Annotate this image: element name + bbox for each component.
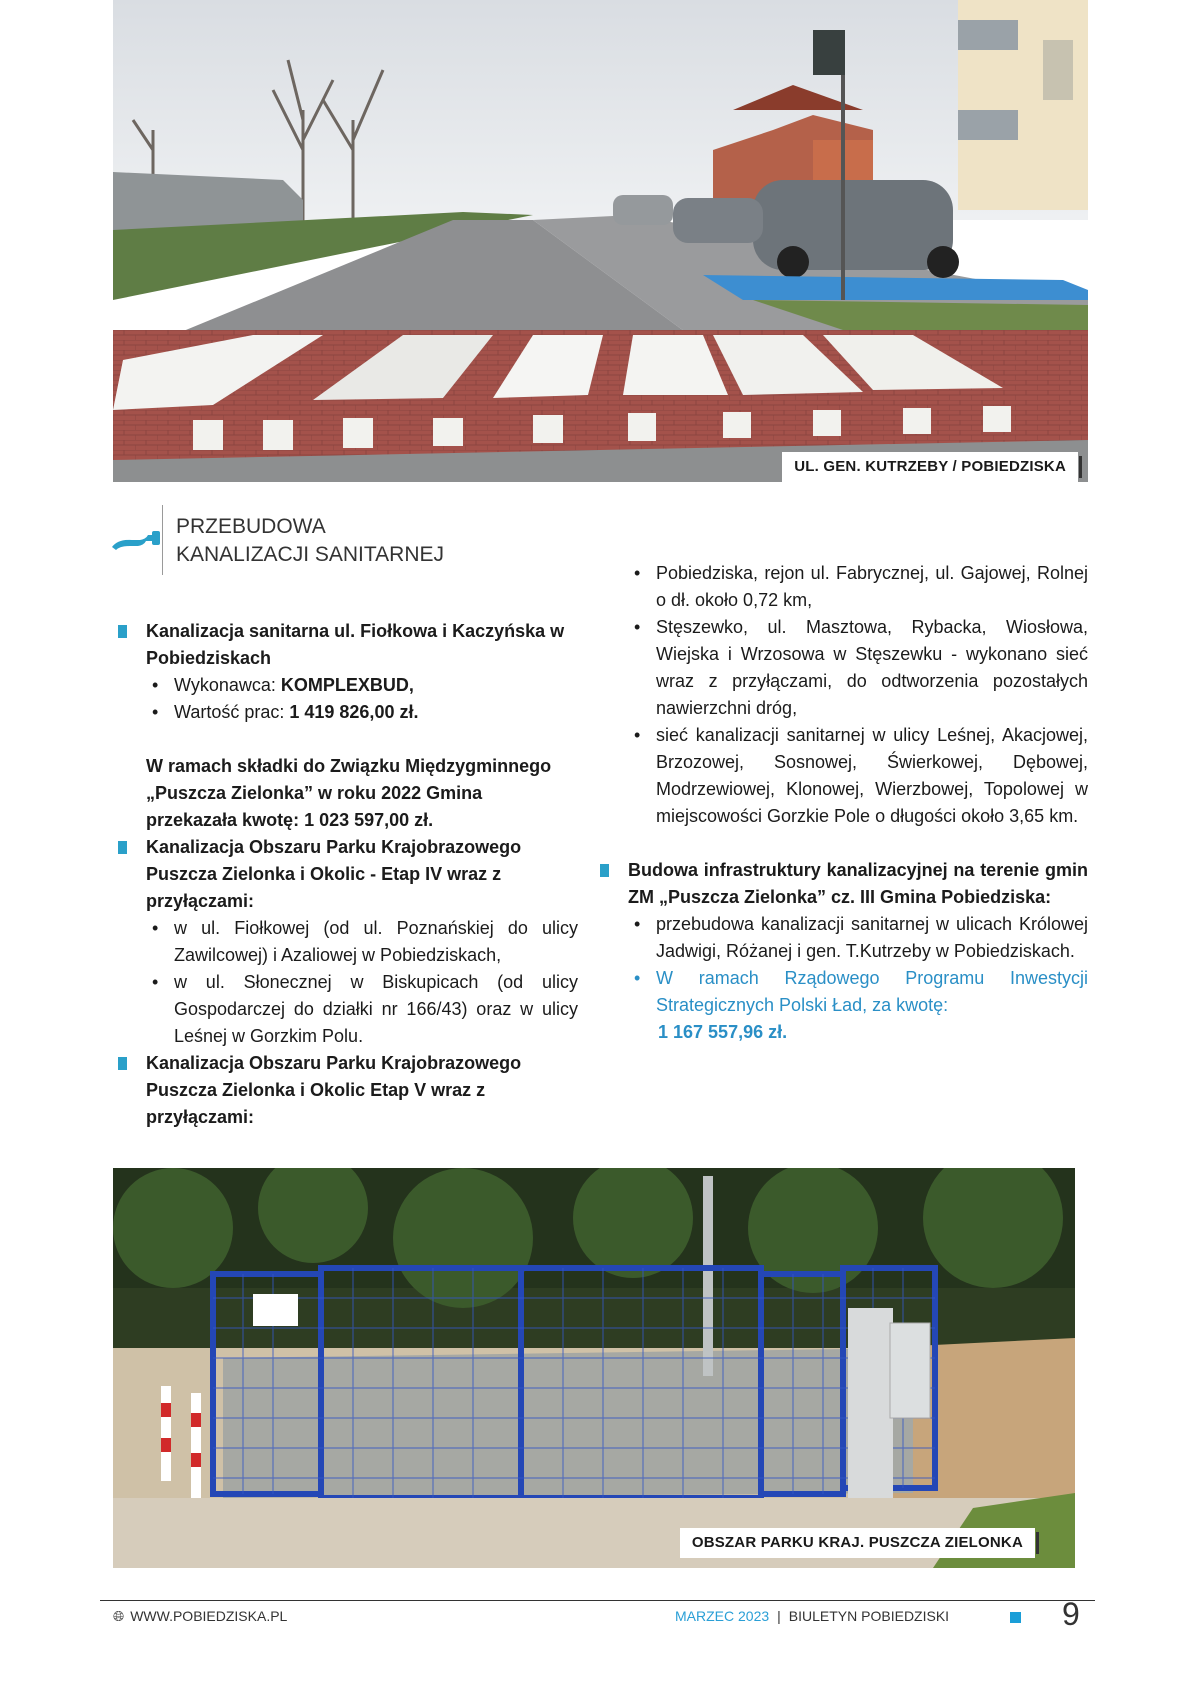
program-text: W ramach Rządowego Programu Inwestycji Strategicznych Polski Ład, za kwotę: [656,968,1088,1015]
separator: | [777,1608,781,1624]
globe-icon: 🌐︎ [113,1608,125,1624]
list-item: • Wartość prac: 1 419 826,00 zł. [152,702,419,722]
footer-divider [100,1600,1095,1601]
bullet-square [118,841,127,854]
project-details [146,915,578,1050]
list-item-text: w ul. Fiołkowej (od ul. Poznańskiej do ulicy Zawilcowej) i Azaliowej w Pobiedziskach, [174,918,578,965]
bullet-square [118,625,127,638]
project-title: Kanalizacja sanitarna ul. Fiołkowa i Kaczyńska w Pobiedziskach [146,621,565,668]
project-title: Kanalizacja Obszaru Parku Krajobrazowego Puszcza Zielonka i Okolic - Etap IV wraz z przyłączami: [146,837,522,911]
left-column [118,618,578,1131]
section-title-line1: PRZEBUDOWA [176,515,326,538]
section-title-line2: KANALIZACJI SANITARNEJ [176,543,444,566]
project-details [146,672,578,726]
right-column [628,560,1088,1046]
list-item: • Pobiedziska, rejon ul. Fabrycznej, ul. Gajowej, Rolnej o dł. około 0,72 km, [634,563,1088,610]
fenced-pumping-station-illustration [113,1168,1075,1568]
street-crosswalk-illustration [113,0,1088,482]
contribution-note: W ramach składki do Związku Międzygminnego „Puszcza Zielonka” w roku 2022 Gmina przekazała kwotę: 1 023 597,00 zł. [146,756,552,830]
street-crosswalk-photo [113,0,1088,482]
list-item-text: Stęszewko, ul. Masztowa, Rybacka, Wiosłowa, Wiejska i Wrzosowa w Stęszewku - wykonano sieć wraz z przyłączami, do odtworzenia pozostałych nawierzchni dróg, [656,617,1088,718]
project-block-2 [118,834,578,1050]
section-title [176,513,444,569]
section-header [110,505,510,575]
list-item: • przebudowa kanalizacji sanitarnej w ulicach Królowej Jadwigi, Różanej i gen. T.Kutrzeby w Pobiedziskach. [634,914,1088,961]
list-item-text: sieć kanalizacji sanitarnej w ulicy Leśnej, Akacjowej, Brzozowej, Sosnowej, Świerkowej, Dębowej, Modrzewiowej, Klonowej, Wierzbowej, Topolowej w miejscowości Gorzkie Pole o długości około 3,65 km. [656,725,1088,826]
page-number: 9 [1062,1596,1080,1632]
contractor-label: Wykonawca: [174,675,281,695]
project-block-3 [118,1050,578,1131]
list-item-highlight: • W ramach Rządowego Programu Inwestycji Strategicznych Polski Ład, za kwotę: 1 167 557,96 zł. [634,968,1088,1042]
project-block-1 [118,618,578,726]
photo-caption: OBSZAR PARKU KRAJ. PUSZCZA ZIELONKA [680,1528,1035,1558]
bullet-square [600,864,609,877]
contribution-note-block [118,753,578,834]
value-label: Wartość prac: [174,702,290,722]
list-item: • w ul. Słonecznej w Biskupicach (od ulicy Gospodarczej do działki nr 166/43) oraz w ulicy Leśnej w Gorzkim Polu. [152,972,578,1046]
list-item-text: przebudowa kanalizacji sanitarnej w ulicach Królowej Jadwigi, Różanej i gen. T.Kutrzeby w Pobiedziskach. [656,914,1088,961]
project-details [628,911,1088,1046]
bullet-square [118,1057,127,1070]
list-item: • w ul. Fiołkowej (od ul. Poznańskiej do ulicy Zawilcowej) i Azaliowej w Pobiedziskach, [152,918,578,965]
list-item: • Wykonawca: KOMPLEXBUD, [152,675,414,695]
pumping-station-photo [113,1168,1075,1568]
contractor-value: KOMPLEXBUD, [280,675,414,695]
footer-square-marker [1010,1612,1021,1623]
pipe-icon [110,527,162,553]
list-item: • Stęszewko, ul. Masztowa, Rybacka, Wiosłowa, Wiejska i Wrzosowa w Stęszewku - wykonano sieć wraz z przyłączami, do odtworzenia pozostałych nawierzchni dróg, [634,617,1088,718]
footer-website[interactable] [113,1608,287,1625]
program-amount: 1 167 557,96 zł. [658,1022,788,1042]
website-link[interactable]: WWW.POBIEDZISKA.PL [130,1608,288,1624]
section-divider [162,505,163,575]
project-block-4 [600,857,1088,1046]
list-item-text: Pobiedziska, rejon ul. Fabrycznej, ul. Gajowej, Rolnej o dł. około 0,72 km, [656,563,1088,610]
photo-caption: UL. GEN. KUTRZEBY / POBIEDZISKA [782,452,1078,482]
issue-month: MARZEC 2023 [675,1608,770,1624]
project-title: Budowa infrastruktury kanalizacyjnej na terenie gmin ZM „Puszcza Zielonka” cz. III Gmina Pobiedziska: [628,860,1088,907]
footer-publication [675,1608,949,1624]
stage-v-list [628,560,1088,830]
value-amount: 1 419 826,00 zł. [289,702,419,722]
project-title: Kanalizacja Obszaru Parku Krajobrazowego Puszcza Zielonka i Okolic Etap V wraz z przyłączami: [146,1053,522,1127]
bulletin-name: BIULETYN POBIEDZISKI [788,1608,950,1624]
list-item-text: w ul. Słonecznej w Biskupicach (od ulicy Gospodarczej do działki nr 166/43) oraz w ulicy Leśnej w Gorzkim Polu. [174,972,578,1046]
list-item: • sieć kanalizacji sanitarnej w ulicy Leśnej, Akacjowej, Brzozowej, Sosnowej, Świerkowej, Dębowej, Modrzewiowej, Klonowej, Wierzbowej, Topolowej w miejscowości Gorzkie Pole o długości około 3,65 km. [634,725,1088,826]
